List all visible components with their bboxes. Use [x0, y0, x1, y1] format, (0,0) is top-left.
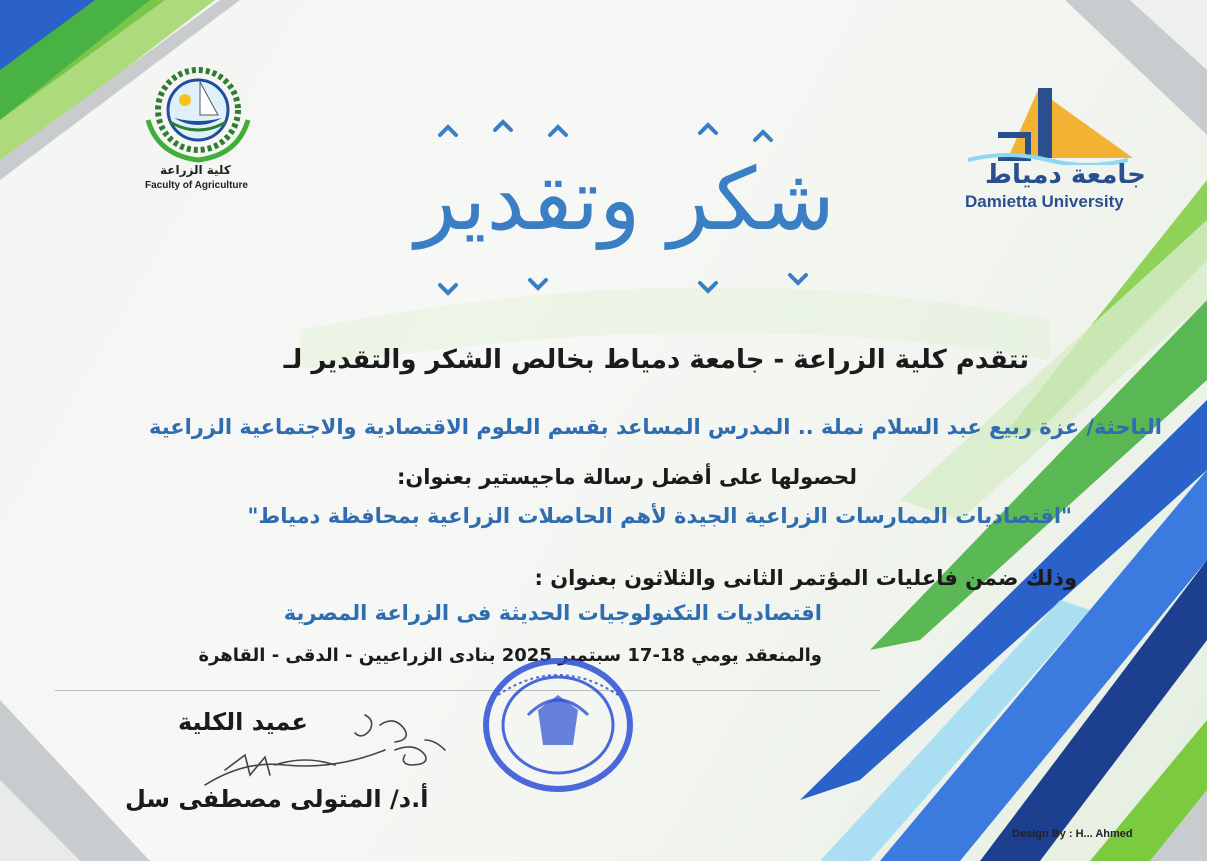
designer-credit: Design By : H... Ahmed [1012, 828, 1133, 840]
certificate-title: شكر وتقدير [415, 150, 835, 250]
recipient-line: الباحثة/ عزة ربيع عبد السلام نملة .. المدرس المساعد بقسم العلوم الاقتصادية والاجتماعية الزراعية [148, 415, 1162, 439]
official-stamp-icon [478, 655, 638, 795]
faculty-name-ar: كلية الزراعة [160, 163, 231, 177]
venue-line: والمنعقد يومي 18-17 سبتمبر 2025 بنادى الزراعيين - الدقى - القاهرة [198, 645, 822, 666]
faculty-logo-icon [138, 60, 258, 165]
achievement-line: لحصولها على أفضل رسالة ماجيستير بعنوان: [396, 465, 857, 489]
conference-intro: وذلك ضمن فاعليات المؤتمر الثانى والثلاثون بعنوان : [534, 566, 1077, 590]
conference-title: اقتصاديات التكنولوجيات الحديثة فى الزراعة المصرية [283, 601, 822, 625]
thesis-title: "اقتصاديات الممارسات الزراعية الجيدة لأهم الحاصلات الزراعية بمحافظة دمياط" [247, 504, 1072, 528]
university-name-en: Damietta University [965, 192, 1124, 211]
dean-title: عميد الكلية [178, 708, 308, 736]
university-logo-icon [968, 80, 1138, 165]
faculty-name-en: Faculty of Agriculture [145, 180, 248, 191]
intro-line: تتقدم كلية الزراعة - جامعة دمياط بخالص الشكر والتقدير لـ [283, 345, 1029, 375]
separator-line [55, 690, 880, 691]
dean-name: أ.د/ المتولى مصطفى سل [125, 785, 429, 813]
university-name-ar: جامعة دمياط [985, 160, 1146, 190]
